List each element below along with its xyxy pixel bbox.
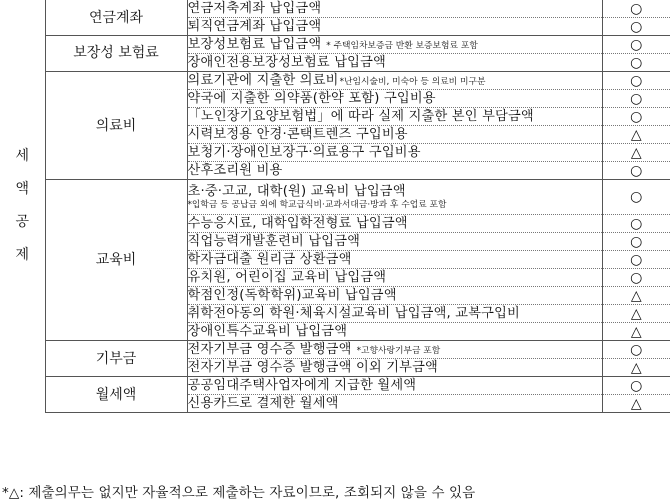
table-row bbox=[0, 341, 670, 359]
submission-mark: ○ bbox=[602, 72, 670, 90]
submission-mark: △ bbox=[602, 323, 670, 341]
item-text: 직업능력개발훈련비 납입금액 bbox=[187, 233, 602, 251]
submission-mark: ○ bbox=[602, 54, 670, 72]
item-text: 의료기관에 지출한 의료비*난임시술비, 미숙아 등 의료비 미구분 bbox=[187, 72, 602, 90]
category-pension-account: 연금계좌 bbox=[45, 0, 187, 36]
item-text: 보장성보험료 납입금액 * 주택임차보증금 반환 보증보험료 포함 bbox=[187, 36, 602, 54]
item-text: 퇴직연금계좌 납입금액 bbox=[187, 18, 602, 36]
submission-mark: △ bbox=[602, 287, 670, 305]
submission-mark: ○ bbox=[602, 180, 670, 215]
item-text: 전자기부금 영수증 발행금액 이외 기부금액 bbox=[187, 359, 602, 377]
submission-mark: ○ bbox=[602, 0, 670, 18]
submission-mark: ○ bbox=[602, 90, 670, 108]
table-row bbox=[0, 36, 670, 54]
submission-mark: ○ bbox=[602, 251, 670, 269]
submission-mark: △ bbox=[602, 395, 670, 413]
submission-mark: ○ bbox=[602, 269, 670, 287]
item-text: 「노인장기요양보험법」에 따라 실제 지출한 본인 부담금액 bbox=[187, 108, 602, 126]
item-note: *난임시술비, 미숙아 등 의료비 미구분 bbox=[339, 76, 486, 87]
item-text: 장애인특수교육비 납입금액 bbox=[187, 323, 602, 341]
category-donations: 기부금 bbox=[45, 341, 187, 377]
item-text: 취학전아동의 학원·체육시설교육비 납입금액, 교복구입비 bbox=[187, 305, 602, 323]
item-text: 초·중·고교, 대학(원) 교육비 납입금액 *입학금 등 공납금 외에 학교급식비·교과서대금·방과 후 수업료 포함 bbox=[187, 180, 602, 215]
item-note: *고향사랑기부금 포함 bbox=[356, 345, 441, 356]
submission-mark: ○ bbox=[602, 162, 670, 180]
item-text: 장애인전용보장성보험료 납입금액 bbox=[187, 54, 602, 72]
footnote: *△: 제출의무는 없지만 자율적으로 제출하는 자료이므로, 조회되지 않을 수 있음 bbox=[2, 485, 476, 501]
section-label-char: 액 bbox=[15, 181, 30, 198]
item-text: 산후조리원 비용 bbox=[187, 162, 602, 180]
submission-mark: △ bbox=[602, 144, 670, 162]
section-label-char: 세 bbox=[15, 148, 30, 165]
section-label-char: 공 bbox=[15, 214, 30, 231]
item-text: 수능응시료, 대학입학전형료 납입금액 bbox=[187, 215, 602, 233]
table-row bbox=[0, 0, 670, 18]
submission-mark: △ bbox=[602, 126, 670, 144]
item-text: 학점인정(독학학위)교육비 납입금액 bbox=[187, 287, 602, 305]
item-text: 전자기부금 영수증 발행금액 *고향사랑기부금 포함 bbox=[187, 341, 602, 359]
submission-mark: ○ bbox=[602, 108, 670, 126]
submission-mark: ○ bbox=[602, 233, 670, 251]
submission-mark: ○ bbox=[602, 36, 670, 54]
section-label-char: 제 bbox=[15, 247, 30, 264]
item-text: 유치원, 어린이집 교육비 납입금액 bbox=[187, 269, 602, 287]
category-medical-expenses: 의료비 bbox=[45, 72, 187, 180]
submission-mark: ○ bbox=[602, 215, 670, 233]
submission-mark: ○ bbox=[602, 341, 670, 359]
section-label-tax-credit bbox=[0, 0, 45, 413]
item-text: 시력보정용 안경·콘택트렌즈 구입비용 bbox=[187, 126, 602, 144]
table-row bbox=[0, 72, 670, 90]
item-text: 보청기·장애인보장구·의료용구 구입비용 bbox=[187, 144, 602, 162]
item-text: 공공임대주택사업자에게 지급한 월세액 bbox=[187, 377, 602, 395]
submission-mark: △ bbox=[602, 305, 670, 323]
table-row bbox=[0, 377, 670, 395]
submission-mark: ○ bbox=[602, 18, 670, 36]
table-row bbox=[0, 180, 670, 215]
submission-mark: ○ bbox=[602, 377, 670, 395]
category-monthly-rent: 월세액 bbox=[45, 377, 187, 413]
category-education-expenses: 교육비 bbox=[45, 180, 187, 341]
item-text: 약국에 지출한 의약품(한약 포함) 구입비용 bbox=[187, 90, 602, 108]
item-text: 연금저축계좌 납입금액 bbox=[187, 0, 602, 18]
item-note: *입학금 등 공납금 외에 학교급식비·교과서대금·방과 후 수업료 포함 bbox=[187, 199, 447, 210]
item-text: 신용카드로 결제한 월세액 bbox=[187, 395, 602, 413]
item-note: * 주택임차보증금 반환 보증보험료 포함 bbox=[326, 40, 478, 51]
item-text: 학자금대출 원리금 상환금액 bbox=[187, 251, 602, 269]
submission-mark: △ bbox=[602, 359, 670, 377]
category-insurance-premium: 보장성 보험료 bbox=[45, 36, 187, 72]
